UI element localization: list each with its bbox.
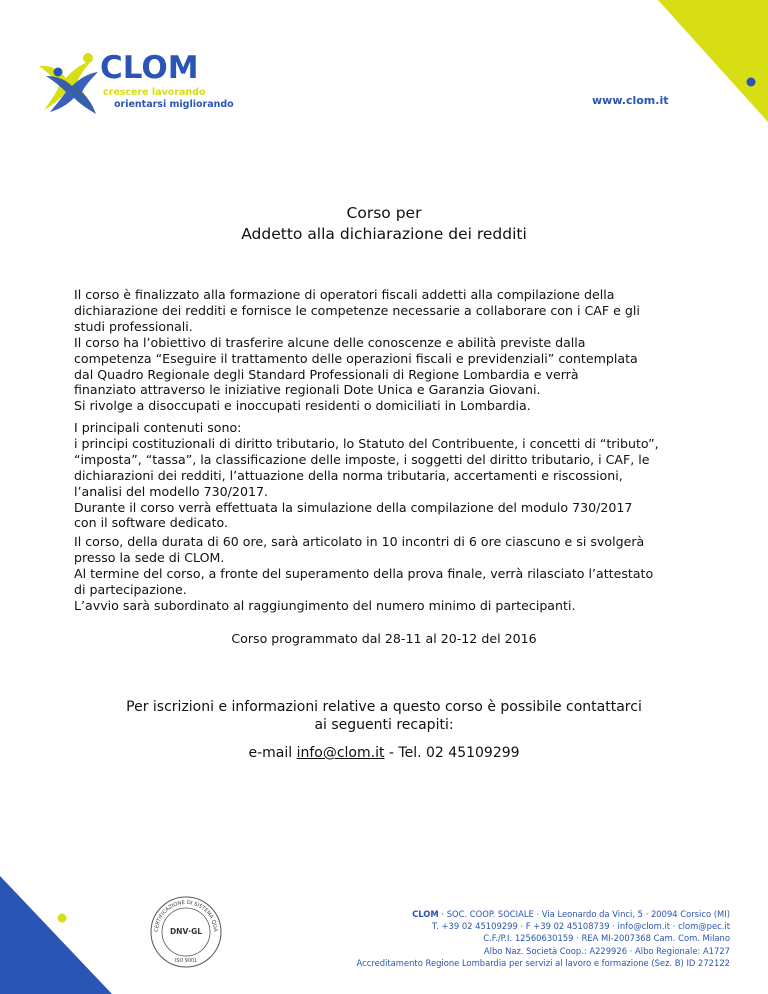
contact-details bbox=[0, 745, 768, 761]
logo-tagline-1: crescere lavorando bbox=[103, 87, 206, 98]
text-line: competenza “Eseguire il trattamento delle operazioni fiscali e previdenziali” contemplata bbox=[74, 350, 638, 366]
corner-triangle-top-right bbox=[658, 0, 768, 122]
tel-label: - Tel. bbox=[388, 745, 422, 761]
text-line: dal Quadro Regionale degli Standard Professionali di Regione Lombardia e verrà bbox=[74, 366, 579, 382]
text-line: Al termine del corso, a fronte del superamento della prova finale, verrà rilasciato l’attestato bbox=[74, 565, 654, 581]
text-line: Il corso ha l’obiettivo di trasferire alcune delle conoscenze e abilità previste dalla bbox=[74, 334, 586, 350]
text-line: Durante il corso verrà effettuata la simulazione della compilazione del modulo 730/2017 bbox=[74, 499, 633, 515]
text-line: dichiarazione dei redditi e fornisce le competenze necessarie a collaborare con i CAF e gli bbox=[74, 302, 640, 318]
logo-tagline-2: orientarsi migliorando bbox=[114, 99, 234, 110]
text-line: I principali contenuti sono: bbox=[74, 420, 242, 435]
course-title bbox=[0, 203, 768, 245]
course-logistics-paragraph bbox=[74, 534, 697, 614]
footer-company-name: CLOM bbox=[412, 909, 439, 919]
text-line: l’analisi del modello 730/2017. bbox=[74, 483, 268, 499]
contact-intro-line-1: Per iscrizioni e informazioni relative a questo corso è possibile contattarci bbox=[126, 699, 642, 715]
course-contents-paragraph bbox=[74, 420, 697, 531]
footer-line-3: C.F./P.I. 12560630159 · REA MI-2007368 Cam. Com. Milano bbox=[483, 933, 730, 944]
text-line: Il corso, della durata di 60 ore, sarà articolato in 10 incontri di 6 ore ciascuno e si svolgerà bbox=[74, 534, 645, 549]
footer-line-4: Albo Naz. Società Coop.: A229926 · Albo Regionale: A1727 bbox=[483, 945, 730, 956]
seal-standard-text: ISO 9001 bbox=[175, 959, 197, 964]
text-line: dichiarazioni dei redditi, l’attuazione della norma tributaria, accertamenti e riscossioni, bbox=[74, 467, 623, 483]
contact-intro bbox=[0, 698, 768, 734]
footer-line-2: T. +39 02 45109299 · F +39 02 45108739 · info@clom.it · clom@pec.it bbox=[432, 921, 730, 932]
seal-body-text: DNV·GL bbox=[169, 927, 203, 936]
text-line: con il software dedicato. bbox=[74, 515, 229, 531]
footer-company-details: · SOC. COOP. SOCIALE · Via Leonardo da Vinci, 5 · 20094 Corsico (MI) bbox=[438, 909, 730, 919]
footer-line-1 bbox=[270, 908, 730, 920]
footer-company-info bbox=[270, 908, 730, 969]
logo-wordmark: CLOM bbox=[100, 50, 199, 86]
contact-intro-line-2: ai seguenti recapiti: bbox=[314, 717, 454, 733]
seal-arc-text: CERTIFICAZIONE DI SISTEMA QUA bbox=[153, 899, 219, 933]
target-audience-line: Si rivolge a disoccupati e inoccupati residenti o domiciliati in Lombardia. bbox=[74, 398, 531, 414]
text-line: L’avvio sarà subordinato al raggiungimento del numero minimo di partecipanti. bbox=[74, 597, 576, 613]
text-line: studi professionali. bbox=[74, 318, 193, 334]
email-label: e-mail bbox=[248, 745, 293, 761]
text-line: presso la sede di CLOM. bbox=[74, 549, 225, 565]
course-title-line-2: Addetto alla dichiarazione dei redditi bbox=[241, 225, 527, 243]
text-line: finanziato attraverso le iniziative regionali Dote Unica e Garanzia Giovani. bbox=[74, 382, 541, 398]
course-description-paragraph bbox=[74, 287, 697, 414]
course-schedule: Corso programmato dal 28-11 al 20-12 del 2016 bbox=[231, 631, 537, 646]
email-link[interactable]: info@clom.it bbox=[296, 745, 385, 761]
footer-line-5: Accreditamento Regione Lombardia per servizi al lavoro e formazione (Sez. B) ID 272122 bbox=[356, 957, 730, 968]
corner-triangle-bottom-left bbox=[0, 876, 112, 994]
website-link[interactable]: www.clom.it bbox=[592, 94, 669, 107]
course-title-line-1: Corso per bbox=[346, 204, 422, 222]
dnv-gl-certification-seal-icon bbox=[148, 894, 224, 970]
tel-number: 02 45109299 bbox=[426, 745, 520, 761]
text-line: Il corso è finalizzato alla formazione di operatori fiscali addetti alla compilazione della bbox=[74, 287, 615, 302]
text-line: “imposta”, “tassa”, la classificazione delle imposte, i soggetti del diritto tributario, i CAF, le bbox=[74, 451, 650, 467]
text-line: i principi costituzionali di diritto tributario, lo Statuto del Contribuente, i concetti di “tributo”, bbox=[74, 435, 659, 451]
text-line: di partecipazione. bbox=[74, 581, 187, 597]
